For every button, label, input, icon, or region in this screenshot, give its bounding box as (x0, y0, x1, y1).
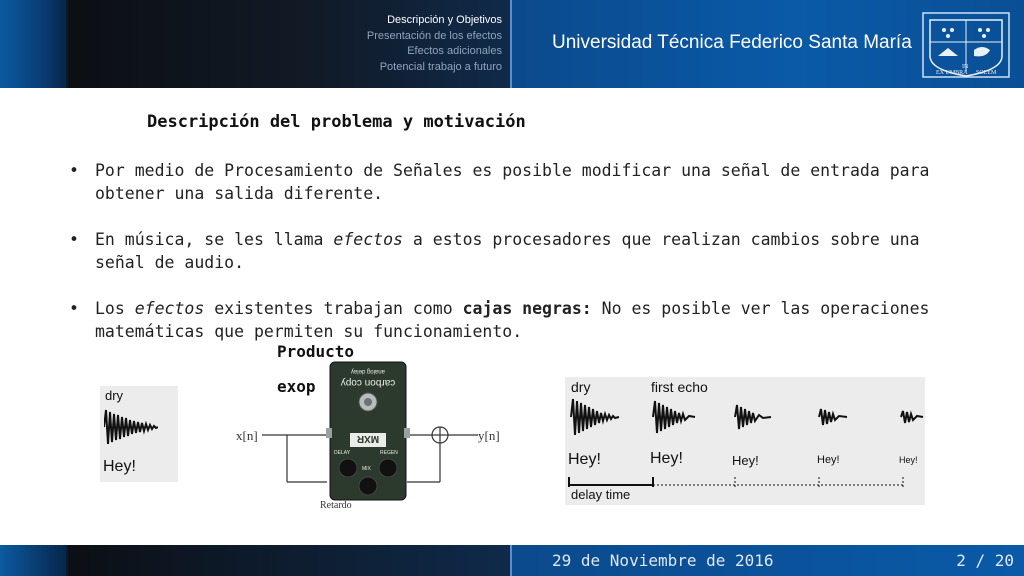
output-signal-label: y[n] (478, 428, 500, 443)
bullet-3-text (95, 297, 945, 343)
footer-bar (0, 545, 1024, 576)
delay-time-label: delay time (571, 487, 631, 502)
echo-hey-2: Hey! (650, 450, 683, 467)
header-left-panel (0, 0, 68, 88)
header-right-panel (512, 0, 1024, 88)
footer-mid-panel (68, 545, 512, 576)
dry-waveform-icon (104, 408, 158, 446)
bullet-2-text-part: En música, se les llama (95, 230, 334, 249)
diagram-subtitle: exop (277, 377, 316, 396)
bullet-3-text-part: existentes trabajan como (204, 299, 463, 318)
diagram-title: Producto (277, 342, 355, 361)
bullet-dot: • (69, 299, 79, 318)
dry-hey-caption: Hey! (103, 458, 136, 475)
pedal-name: carbon copy (340, 377, 396, 388)
echo-waveforms-icon (565, 377, 925, 505)
bullet-2-text-part: a estos procesadores que realizan cambios sobre una señal de audio. (95, 230, 920, 272)
delay-block-label: Retardo (320, 500, 352, 511)
bullet-3-text-part: No es posible ver las operaciones matemáticas que permiten su funcionamiento. (95, 299, 930, 341)
pedal-brand: MXR (356, 433, 380, 444)
dry-waveform-figure (100, 386, 178, 482)
dry-label: dry (105, 388, 124, 403)
slide-title: Descripción del problema y motivación (147, 112, 526, 132)
crest-motto-left: EX UMBRA (936, 70, 968, 76)
knob-label-delay: DELAY (334, 450, 351, 456)
bullet-1-text-part: Por medio de Procesamiento de Señales es posible modificar una señal de entrada para obtener una salida diferente. (95, 161, 930, 203)
header-bar (0, 0, 1024, 88)
footer-date: 29 de Noviembre de 2016 (552, 551, 774, 570)
university-name: Universidad Técnica Federico Santa María (552, 32, 912, 53)
bullet-3-strong: cajas negras: (462, 299, 592, 318)
nav-item-descripcion[interactable]: Descripción y Objetivos (387, 14, 502, 26)
knob-label-mix: MIX (362, 466, 371, 472)
bullet-3-text-part: Los (95, 299, 135, 318)
delay-block-diagram (232, 340, 522, 515)
pedal-subtitle: analog delay (350, 368, 386, 374)
nav-item-efectos-adicionales[interactable]: Efectos adicionales (407, 45, 502, 57)
echo-waveform-figure (565, 377, 925, 505)
input-signal-label: x[n] (236, 428, 258, 443)
echo-dry-label: dry (571, 379, 591, 395)
nav-item-trabajo-futuro[interactable]: Potencial trabajo a futuro (379, 60, 502, 73)
footer-page-number: 2 / 20 (956, 551, 1014, 570)
footer-left-panel (0, 545, 68, 576)
section-nav (68, 0, 512, 88)
knob-label-regen: REGEN (380, 450, 398, 456)
crest-motto-right: SOLEM (976, 70, 997, 76)
echo-hey-5: Hey! (899, 455, 918, 465)
echo-hey-1: Hey! (568, 451, 601, 468)
bullet-2-emphasis: efectos (333, 230, 403, 249)
bullet-3-emphasis: efectos (134, 299, 205, 318)
section-nav-list (367, 13, 502, 75)
first-echo-label: first echo (651, 379, 708, 395)
footer-right-panel (512, 545, 1024, 576)
echo-hey-4: Hey! (817, 454, 840, 466)
bullet-dot: • (69, 230, 79, 249)
nav-item-presentacion[interactable]: Presentación de los efectos (366, 29, 502, 42)
bullet-2-text (95, 228, 945, 274)
delay-pedal-icon (326, 362, 410, 500)
bullet-1-text (95, 159, 945, 205)
bullet-dot: • (69, 161, 79, 180)
crest-motto-mid: IN (962, 64, 969, 70)
echo-hey-3: Hey! (732, 453, 759, 468)
university-crest-icon (922, 12, 1010, 78)
